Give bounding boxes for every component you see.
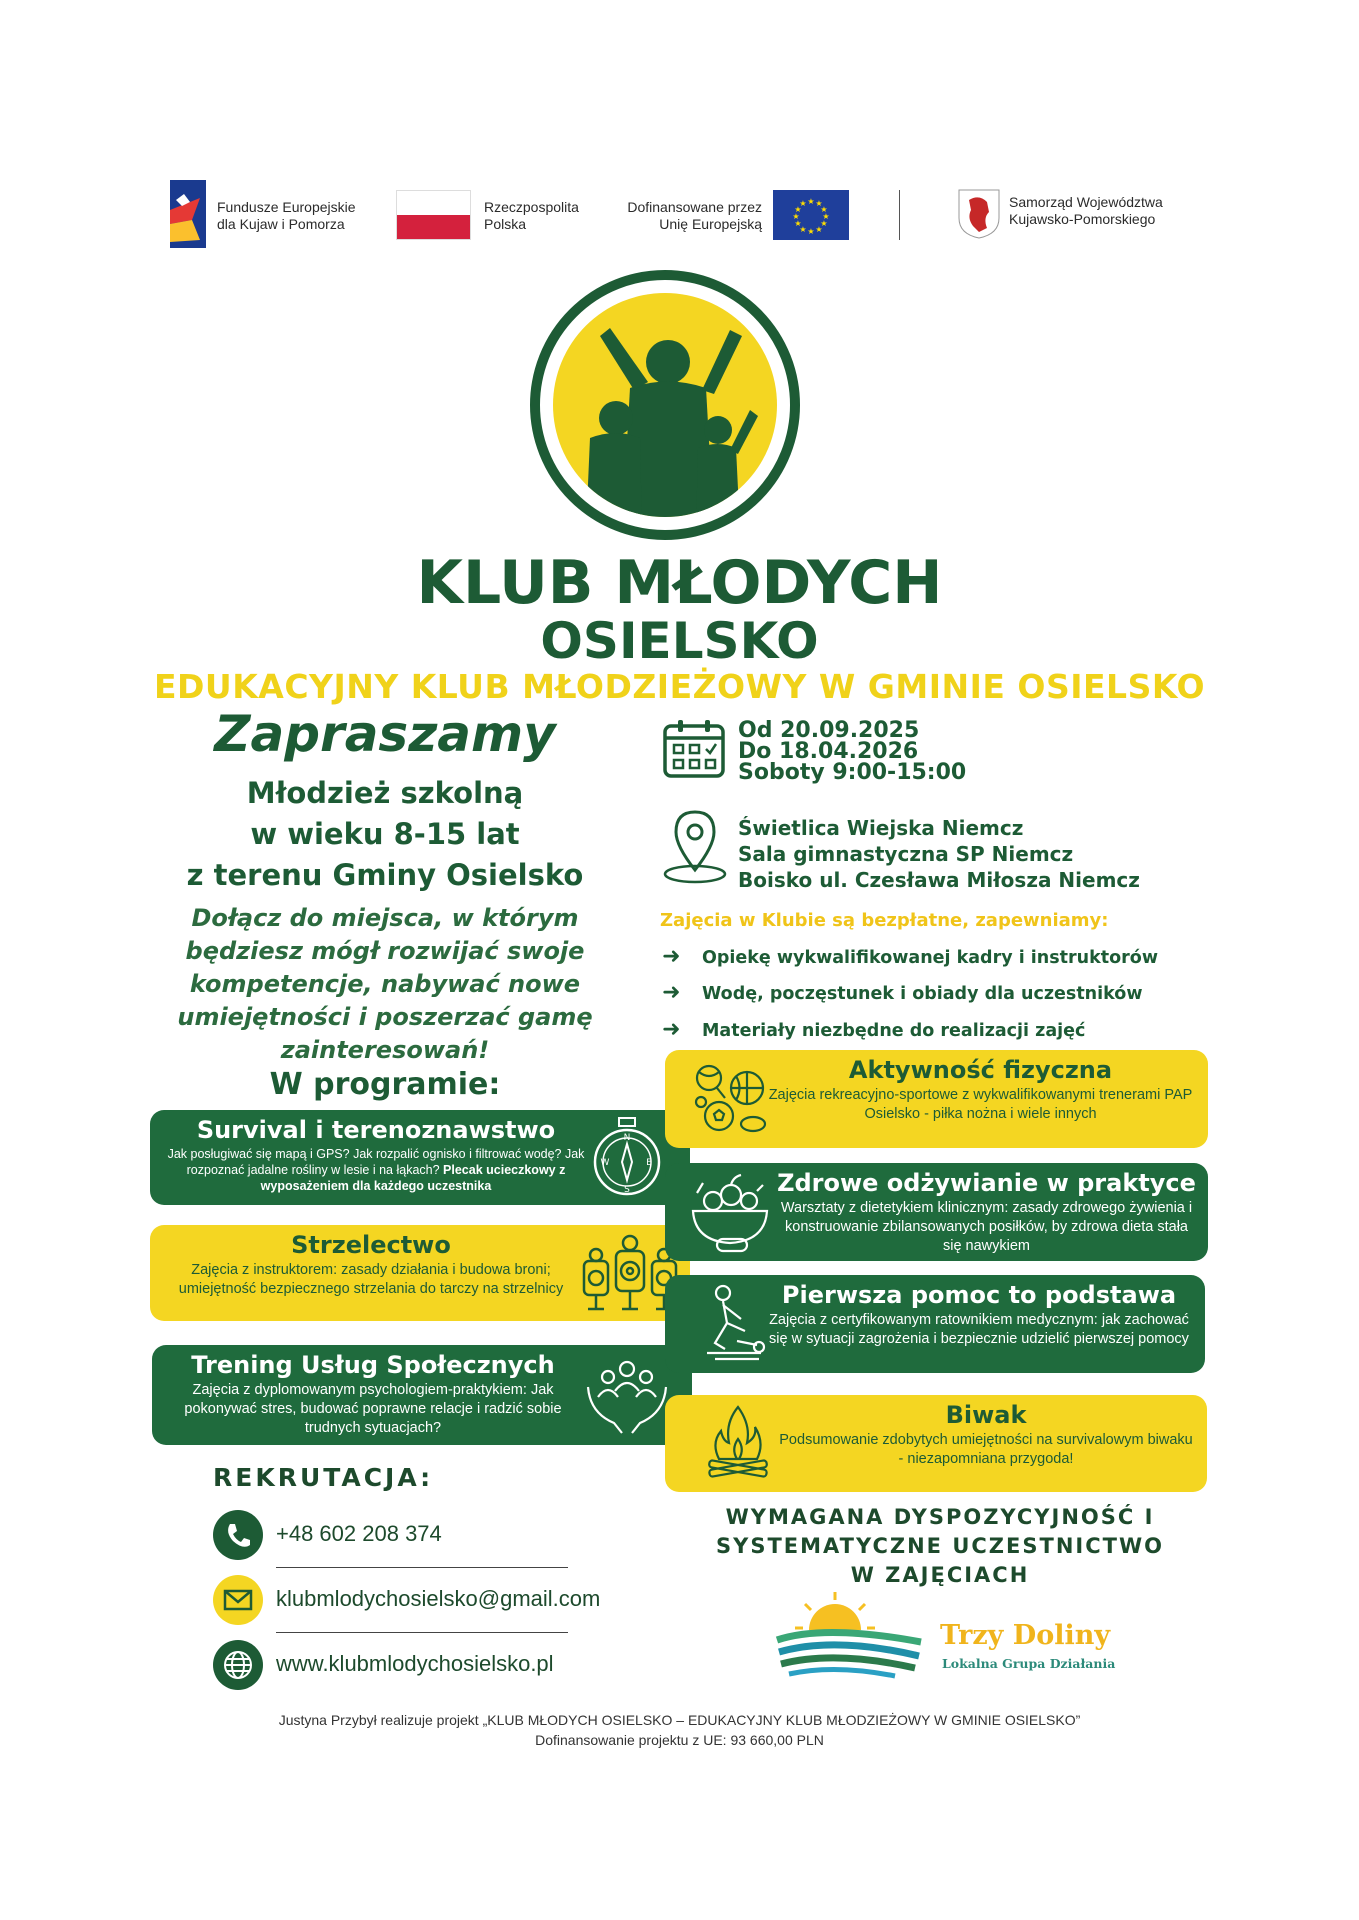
program-card-activity — [665, 1050, 1208, 1148]
schedule-from: Od 20.09.2025 — [738, 718, 920, 743]
svg-text:E: E — [646, 1158, 652, 1168]
schedule-to: Do 18.04.2026 — [738, 739, 919, 764]
audience-line1: Młodzież szkolną — [246, 776, 524, 810]
footer-funding-line: Dofinansowanie projektu z UE: 93 660,00 PLN — [535, 1732, 824, 1748]
svg-text:★: ★ — [822, 212, 830, 221]
svg-text:★: ★ — [807, 197, 815, 206]
schedule — [738, 720, 966, 783]
arrow-right-icon: ➜ — [662, 944, 681, 969]
svg-text:W: W — [600, 1158, 610, 1168]
arrow-right-icon: ➜ — [662, 980, 681, 1005]
program-title: Aktywność fizyczna — [848, 1056, 1113, 1084]
program-title: Strzelectwo — [291, 1231, 451, 1259]
requirement-line: SYSTEMATYCZNE UCZESTNICTWO — [716, 1534, 1164, 1558]
svg-text:★: ★ — [820, 205, 828, 214]
program-card-firstaid — [665, 1275, 1205, 1373]
trzy-doliny-logo-icon — [775, 1590, 925, 1680]
fe-label: Fundusze Europejskie dla Kujaw i Pomorza — [217, 199, 356, 232]
club-location: OSIELSKO — [540, 612, 819, 670]
invite-heading: Zapraszamy — [214, 705, 556, 763]
requirement-note — [680, 1503, 1200, 1590]
cpr-rescuer-icon — [701, 1283, 767, 1367]
program-text: Warsztaty z dietetykiem klinicznym: zasady zdrowego żywienia i konstruowanie zbilansowanych posiłków, by zdrowa dieta stała się nawykiem — [780, 1200, 1193, 1254]
recruitment-heading: REKRUTACJA: — [213, 1463, 434, 1492]
requirement-line: W ZAJĘCIACH — [850, 1563, 1030, 1587]
program-title: Trening Usług Społecznych — [191, 1351, 555, 1379]
svg-text:★: ★ — [815, 225, 823, 234]
svg-text:★: ★ — [799, 225, 807, 234]
club-title: KLUB MŁODYCH — [416, 548, 943, 618]
svg-text:★: ★ — [799, 199, 807, 208]
email-icon — [213, 1575, 263, 1625]
program-card-camp — [665, 1395, 1207, 1492]
free-item-text: Materiały niezbędne do realizacji zajęć — [702, 1021, 1086, 1041]
campfire-icon — [703, 1403, 773, 1485]
region-crest-icon — [957, 188, 1001, 240]
fe-logo-icon — [170, 180, 206, 248]
program-card-nutrition — [665, 1163, 1208, 1261]
schedule-days: Soboty 9:00-15:00 — [738, 760, 967, 785]
sports-balls-icon — [691, 1062, 771, 1138]
svg-text:★: ★ — [820, 219, 828, 228]
locations-list — [738, 815, 1140, 893]
contact-phone[interactable] — [213, 1510, 573, 1560]
program-text: Zajęcia z instruktorem: zasady działania i budowa broni; umiejętność bezpiecznego strzelania do tarczy na strzelnicy — [178, 1262, 564, 1297]
sponsor-strip — [0, 180, 1359, 250]
program-text-bold: Plecak ucieczkowy z wyposażeniem dla każdego uczestnika — [260, 1163, 566, 1193]
program-card-social — [152, 1345, 692, 1445]
requirement-line: WYMAGANA DYSPOZYCYJNOŚĆ I — [725, 1505, 1155, 1529]
program-text: Zajęcia rekreacyjno-sportowe z wykwalifikowanymi trenerami PAP Osielsko - piłka nożna i wiele innych — [768, 1087, 1193, 1122]
location-item: Świetlica Wiejska Niemcz — [738, 816, 1024, 840]
program-title: Biwak — [945, 1401, 1027, 1429]
svg-text:★: ★ — [792, 212, 800, 221]
partner-sub: Lokalna Grupa Działania — [942, 1656, 1116, 1671]
program-title: Survival i terenoznawstwo — [196, 1116, 556, 1144]
program-text — [162, 1146, 590, 1194]
program-title: Pierwsza pomoc to podstawa — [781, 1281, 1177, 1309]
program-text: Zajęcia z dyplomowanym psychologiem-praktykiem: Jak pokonywać stres, budować poprawne relacje i radzić sobie trudnych sytuacjach? — [184, 1382, 562, 1436]
free-item — [662, 980, 1143, 1005]
program-heading: W programie: — [269, 1067, 501, 1102]
svg-text:★: ★ — [807, 227, 815, 236]
svg-text:★: ★ — [794, 205, 802, 214]
location-item: Boisko ul. Czesława Miłosza Niemcz — [738, 868, 1140, 892]
footer — [0, 1710, 1359, 1750]
audience-line3: z terenu Gminy Osielsko — [186, 858, 584, 892]
rp-label: Rzeczpospolita Polska — [484, 199, 579, 232]
footer-project-line: Justyna Przybył realizuje projekt „KLUB MŁODYCH OSIELSKO – EDUKACYJNY KLUB MŁODZIEŻOWY W GMINIE OSIELSKO” — [278, 1712, 1081, 1728]
email-address[interactable]: klubmlodychosielsko@gmail.com — [276, 1586, 601, 1611]
healthy-food-bowl-icon — [687, 1171, 773, 1255]
svg-text:N: N — [623, 1133, 631, 1143]
location-pin-icon — [660, 808, 730, 886]
invite-join-text: Dołącz do miejsca, w którym będziesz mógł rozwijać swoje kompetencje, nabywać nowe umiejętności i poszerzać gamę zainteresowań! — [177, 904, 593, 1064]
polish-flag-icon — [396, 190, 471, 240]
free-item — [662, 944, 1158, 969]
audience-line2: w wieku 8-15 lat — [250, 817, 520, 851]
community-hands-icon — [584, 1357, 670, 1435]
program-card-survival — [150, 1110, 690, 1205]
ue-label: Dofinansowane przez Unię Europejską — [627, 199, 762, 232]
phone-icon — [213, 1510, 263, 1560]
location-item: Sala gimnastyczna SP Niemcz — [738, 842, 1074, 866]
eu-flag-icon — [773, 190, 849, 240]
partner-name: Trzy Doliny — [940, 1620, 1111, 1651]
sponsor-divider — [899, 190, 900, 240]
contact-email[interactable] — [213, 1575, 633, 1625]
globe-icon — [213, 1640, 263, 1690]
region-label: Samorząd Województwa Kujawsko-Pomorskiego — [1009, 194, 1163, 227]
compass-icon — [592, 1116, 662, 1200]
arrow-right-icon: ➜ — [662, 1017, 681, 1042]
phone-number[interactable]: +48 602 208 374 — [276, 1521, 442, 1546]
program-title: Zdrowe odżywianie w praktyce — [777, 1169, 1196, 1197]
free-item-text: Opiekę wykwalifikowanej kadry i instruktorów — [702, 948, 1158, 968]
contact-separator — [276, 1632, 568, 1633]
contact-separator — [276, 1567, 568, 1568]
svg-text:S: S — [624, 1185, 630, 1195]
free-heading: Zajęcia w Klubie są bezpłatne, zapewniamy: — [660, 910, 1109, 931]
svg-text:★: ★ — [815, 199, 823, 208]
contact-website[interactable] — [213, 1640, 633, 1690]
program-card-shooting — [150, 1225, 690, 1321]
free-item-text: Wodę, poczęstunek i obiady dla uczestników — [702, 984, 1143, 1004]
svg-text:★: ★ — [794, 219, 802, 228]
program-text: Podsumowanie zdobytych umiejętności na survivalowym biwaku - niezapomniana przygoda! — [779, 1432, 1193, 1467]
club-subtitle: EDUKACYJNY KLUB MŁODZIEŻOWY W GMINIE OSIELSKO — [153, 667, 1205, 706]
free-item — [662, 1017, 1085, 1042]
club-logo-icon — [530, 270, 800, 540]
program-text-main: Jak posługiwać się mapą i GPS? Jak rozpalić ognisko i filtrować wodę? Jak rozpoznać jadalne rośliny w lesie i na łąkach? — [167, 1147, 585, 1177]
website-url[interactable]: www.klubmlodychosielsko.pl — [276, 1651, 554, 1676]
program-text: Zajęcia z certyfikowanym ratownikiem medycznym: jak zachować się w sytuacji zagrożenia i bezpiecznie udzielić pierwszej pomocy — [769, 1312, 1189, 1347]
calendar-icon — [662, 718, 726, 780]
invite-audience — [150, 773, 620, 896]
